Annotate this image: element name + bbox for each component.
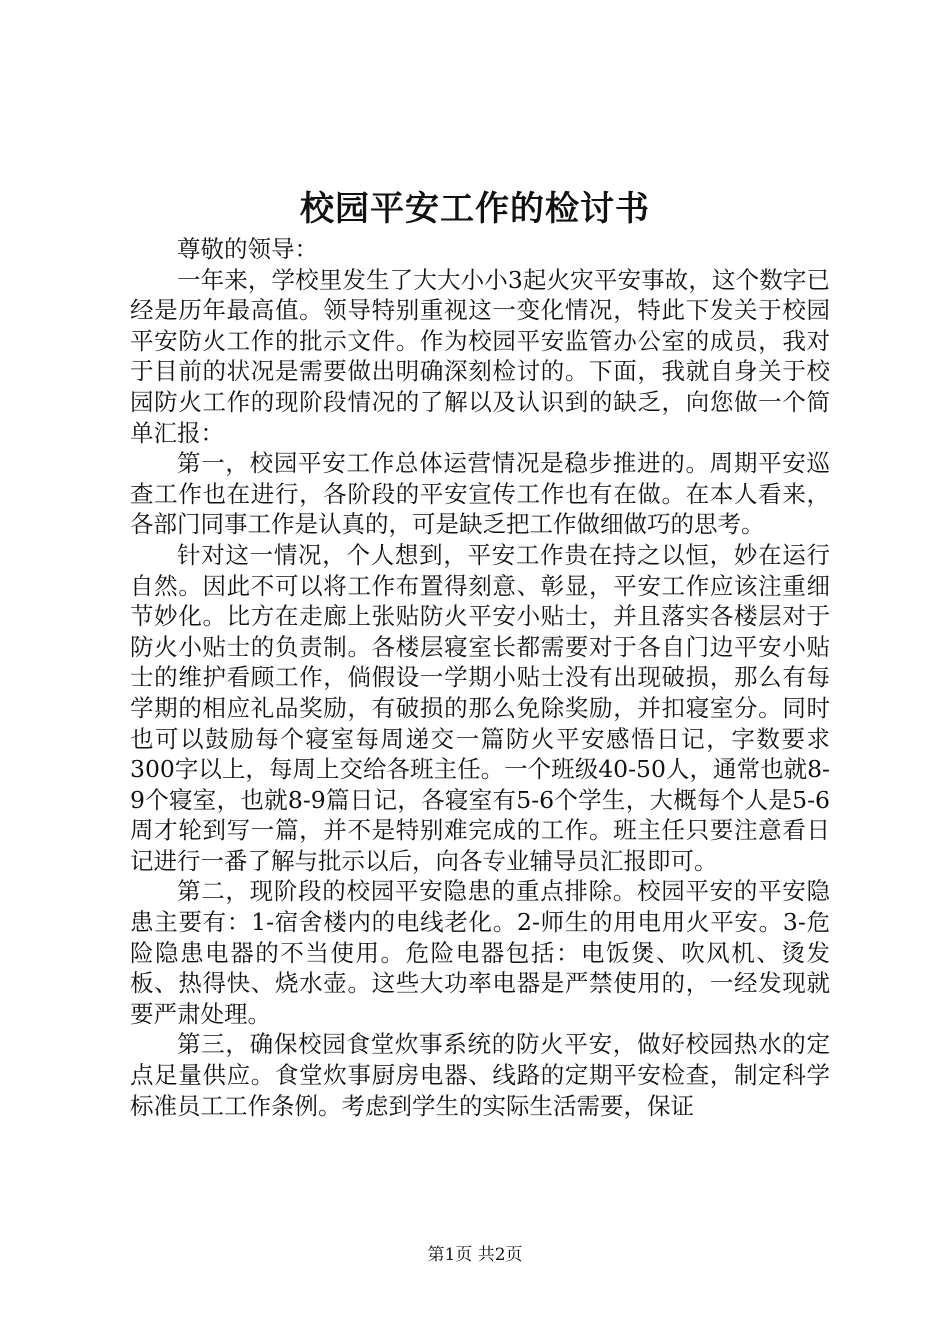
- salutation: 尊敬的领导：: [177, 235, 318, 263]
- paragraph: 第二，现阶段的校园平安隐患的重点排除。校园平安的平安隐患主要有：1-宿舍楼内的电线老化。2-师生的用电用火平安。3-危险隐患电器的不当使用。危险电器包括：电饭煲、吹风机、烫发板、热得快、烧水壶。这些大功率电器是严禁使用的，一经发现就要严肃处理。: [130, 877, 830, 1028]
- paragraph: 第三，确保校园食堂炊事系统的防火平安，做好校园热水的定点足量供应。食堂炊事厨房电器、线路的定期平安检查，制定科学标准员工工作条例。考虑到学生的实际生活需要，保证: [130, 1030, 830, 1120]
- document-body: [130, 234, 830, 1121]
- page-footer: 第1页 共2页: [427, 1245, 523, 1265]
- paragraph: 第一，校园平安工作总体运营情况是稳步推进的。周期平安巡查工作也在进行，各阶段的平安宣传工作也有在做。在本人看来，各部门同事工作是认真的，可是缺乏把工作做细做巧的思考。: [130, 449, 830, 539]
- document-title: 校园平安工作的检讨书: [300, 189, 650, 229]
- paragraph: 针对这一情况，个人想到，平安工作贵在持之以恒，妙在运行自然。因此不可以将工作布置得刻意、彰显，平安工作应该注重细节妙化。比方在走廊上张贴防火平安小贴士，并且落实各楼层对于防火小贴士的负责制。各楼层寝室长都需要对于各自门边平安小贴士的维护看顾工作，倘假设一学期小贴士没有出现破损，那么有每学期的相应礼品奖励，有破损的那么免除奖励，并扣寝室分。同时也可以鼓励每个寝室每周递交一篇防火平安感悟日记，字数要求300字以上，每周上交给各班主任。一个班级40-50人，通常也就8-9个寝室，也就8-9篇日记，各寝室有5-6个学生，大概每个人是5-6周才轮到写一篇，并不是特别难完成的工作。班主任只要注意看日记进行一番了解与批示以后，向各专业辅导员汇报即可。: [130, 540, 830, 875]
- paragraph: 一年来，学校里发生了大大小小3起火灾平安事故，这个数字已经是历年最高值。领导特别重视这一变化情况，特此下发关于校园平安防火工作的批示文件。作为校园平安监管办公室的成员，我对于目前的状况是需要做出明确深刻检讨的。下面，我就自身关于校园防火工作的现阶段情况的了解以及认识到的缺乏，向您做一个简单汇报：: [130, 265, 830, 447]
